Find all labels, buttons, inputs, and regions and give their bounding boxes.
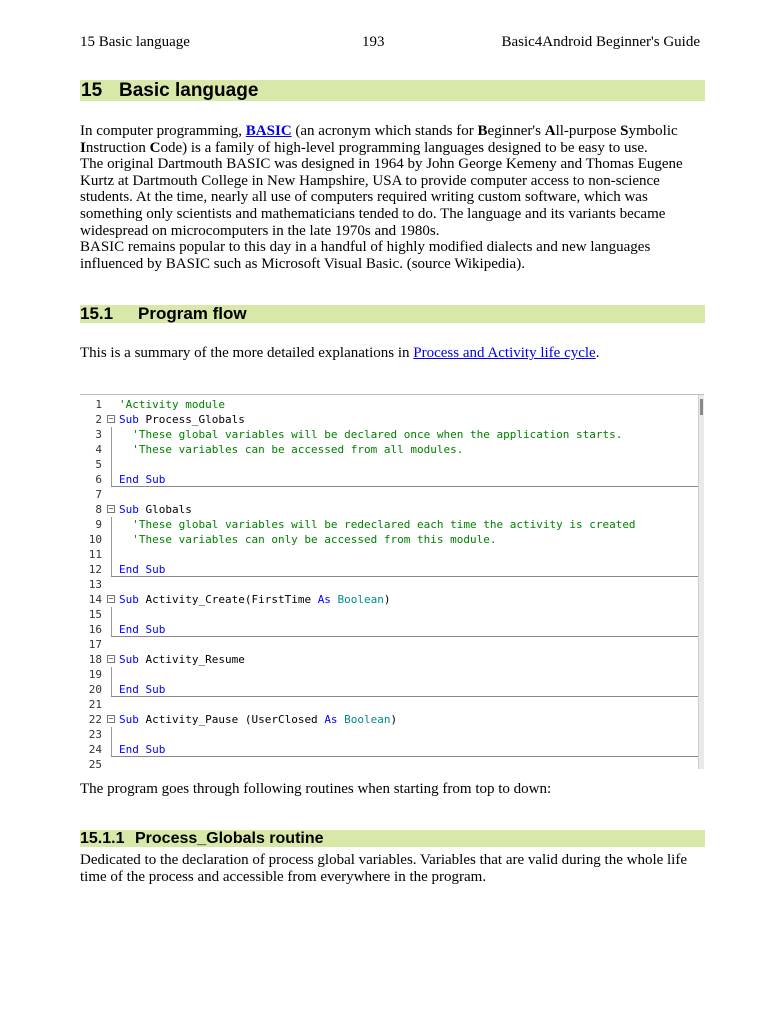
code-line (80, 412, 698, 427)
code-identifier: Activity_Create(FirstTime (138, 593, 318, 606)
code-keyword: End Sub (119, 683, 166, 696)
code-line (80, 667, 698, 682)
code-keyword: Sub (119, 653, 139, 666)
line-number: 9 (95, 518, 102, 531)
code-line (80, 757, 698, 769)
summary-paragraph (80, 345, 705, 362)
acronym-letter: C (149, 139, 161, 156)
minus-icon[interactable]: − (108, 414, 114, 423)
history-paragraph: The original Dartmouth BASIC was designed in 1964 by John George Kemeny and Thomas Eugene Kurtz at Dartmouth College in New Hampshire, USA to provide computer access to non-science students. At the time, nearly all use of computers required writing custom software, which was something only scientists and mathematicians tended to do. The language and its variants became widespread on microcomputers in the late 1970s and 1980s. (80, 156, 683, 239)
collapse-toggle-icon[interactable] (107, 592, 115, 607)
line-number: 14 (88, 593, 102, 606)
subsubsection-number: 15.1.1 (80, 830, 125, 847)
code-line (80, 652, 698, 667)
code-identifier: ) (383, 593, 391, 606)
code-text (119, 472, 165, 487)
line-number: 24 (88, 743, 102, 756)
minus-icon[interactable]: − (108, 714, 114, 723)
code-identifier: Process_Globals (138, 413, 245, 426)
fold-guide (107, 742, 115, 757)
process-globals-paragraph: Dedicated to the declaration of process global variables. Variables that are valid during the whole life time of the process and accessible from everywhere in the program. (80, 852, 688, 885)
code-line (80, 697, 698, 712)
line-number: 22 (88, 713, 102, 726)
code-identifier: ) (390, 713, 398, 726)
fold-guide (107, 517, 115, 532)
gutter (107, 637, 115, 652)
fold-guide (107, 472, 115, 487)
code-type: Boolean (330, 593, 384, 606)
intro-text: (an acronym which stands for (291, 123, 478, 139)
acronym-letter: I (80, 139, 86, 156)
code-text (119, 502, 192, 517)
code-text (119, 412, 245, 427)
intro-text: In computer programming, (80, 123, 246, 139)
code-text (119, 517, 636, 532)
code-keyword: End Sub (119, 473, 166, 486)
code-identifier: Globals (138, 503, 192, 516)
code-line (80, 457, 698, 472)
section-number: 15 (81, 80, 103, 101)
code-line (80, 712, 698, 727)
running-header (80, 34, 700, 52)
line-number: 10 (88, 533, 102, 546)
header-page-number: 193 (362, 34, 385, 50)
code-line (80, 487, 698, 502)
line-number: 6 (95, 473, 102, 486)
code-identifier: Activity_Resume (138, 653, 245, 666)
code-comment: 'Activity module (119, 398, 225, 411)
line-number: 23 (88, 728, 102, 741)
code-keyword: End Sub (119, 563, 166, 576)
fold-guide (107, 442, 115, 457)
summary-end: . (595, 345, 600, 361)
subsection-number: 15.1 (80, 304, 114, 323)
collapse-toggle-icon[interactable] (107, 652, 115, 667)
acronym-letter: B (477, 123, 488, 139)
code-text (119, 442, 463, 457)
code-line (80, 427, 698, 442)
line-number: 8 (95, 503, 102, 516)
line-number: 17 (88, 638, 102, 651)
code-comment: 'These global variables will be declared once when the application starts. (119, 428, 623, 441)
collapse-toggle-icon[interactable] (107, 712, 115, 727)
code-line (80, 517, 698, 532)
line-number: 18 (88, 653, 102, 666)
code-text (119, 742, 165, 757)
code-text (119, 682, 165, 697)
code-text (119, 532, 497, 547)
line-number: 20 (88, 683, 102, 696)
flow-paragraph: The program goes through following routines when starting from top to down: (80, 781, 552, 797)
code-line (80, 742, 698, 757)
scrollbar-thumb[interactable] (700, 399, 703, 415)
line-number: 19 (88, 668, 102, 681)
line-number: 7 (95, 488, 102, 501)
line-number: 11 (88, 548, 102, 561)
fold-guide (107, 532, 115, 547)
gutter (107, 757, 115, 769)
fold-guide (107, 682, 115, 697)
gutter (107, 397, 115, 412)
code-type: Boolean (337, 713, 391, 726)
code-line (80, 727, 698, 742)
intro-text: ll-purpose (555, 123, 621, 139)
fold-guide (107, 622, 115, 637)
summary-text: This is a summary of the more detailed explanations in (80, 345, 414, 361)
basic-link[interactable]: BASIC (245, 123, 292, 139)
fold-guide (107, 427, 115, 442)
code-text (119, 397, 225, 412)
code-line (80, 532, 698, 547)
code-text (119, 562, 165, 577)
line-number: 5 (95, 458, 102, 471)
code-keyword: Sub (119, 593, 139, 606)
code-identifier: Activity_Pause (UserClosed (138, 713, 325, 726)
line-number: 15 (88, 608, 102, 621)
code-listing (80, 394, 704, 769)
code-line (80, 592, 698, 607)
gutter (107, 697, 115, 712)
intro-text: ymbolic (628, 123, 678, 139)
fold-guide (107, 727, 115, 742)
subsubsection-heading (80, 830, 705, 847)
fold-guide (107, 607, 115, 622)
fold-guide (107, 457, 115, 472)
line-number: 3 (95, 428, 102, 441)
code-line (80, 577, 698, 592)
header-chapter: 15 Basic language (80, 34, 190, 50)
code-comment: 'These variables can only be accessed from this module. (119, 533, 497, 546)
intro-line (80, 123, 705, 156)
intro-paragraph (80, 123, 705, 272)
gutter (107, 487, 115, 502)
intro-text: eginner's (487, 123, 545, 139)
minus-icon[interactable]: − (108, 654, 114, 663)
section-heading (80, 80, 705, 101)
code-comment: 'These global variables will be redeclared each time the activity is created (119, 518, 636, 531)
line-number: 12 (88, 563, 102, 576)
fold-guide (107, 562, 115, 577)
popularity-paragraph: BASIC remains popular to this day in a handful of highly modified dialects and new languages influenced by BASIC such as Microsoft Visual Basic. (source Wikipedia). (80, 239, 651, 272)
code-keyword: Sub (119, 503, 139, 516)
code-line (80, 562, 698, 577)
code-keyword: End Sub (119, 623, 166, 636)
acronym-letter: S (620, 123, 629, 139)
collapse-toggle-icon[interactable] (107, 502, 115, 517)
code-line (80, 472, 698, 487)
intro-text: nstruction (85, 139, 150, 156)
line-number: 21 (88, 698, 102, 711)
line-number: 25 (88, 758, 102, 769)
fold-guide (107, 547, 115, 562)
code-text (119, 592, 391, 607)
minus-icon[interactable]: − (108, 504, 114, 513)
section-title: Basic language (119, 80, 259, 101)
code-text (119, 712, 397, 727)
code-line (80, 442, 698, 457)
subsection-heading (80, 305, 705, 323)
code-keyword: As (317, 593, 331, 606)
code-line (80, 547, 698, 562)
intro-text: ode) is a family of high-level programming languages designed to be easy to use. (160, 139, 648, 156)
code-keyword: As (324, 713, 338, 726)
lifecycle-link[interactable]: Process and Activity life cycle (413, 345, 596, 361)
code-line (80, 682, 698, 697)
fold-guide (107, 667, 115, 682)
code-keyword: Sub (119, 413, 139, 426)
header-book-title: Basic4Android Beginner's Guide (501, 34, 700, 50)
code-line (80, 397, 698, 412)
code-line (80, 607, 698, 622)
gutter (107, 577, 115, 592)
subsection-title: Program flow (138, 304, 247, 323)
code-text (119, 427, 622, 442)
code-line (80, 637, 698, 652)
code-text (119, 622, 165, 637)
line-number: 4 (95, 443, 102, 456)
acronym-letter: A (544, 123, 556, 139)
code-comment: 'These variables can be accessed from all modules. (119, 443, 464, 456)
collapse-toggle-icon[interactable] (107, 412, 115, 427)
code-scrollbar[interactable] (698, 395, 704, 769)
subsubsection-title: Process_Globals routine (135, 830, 324, 847)
line-number: 2 (95, 413, 102, 426)
code-keyword: Sub (119, 713, 139, 726)
code-keyword: End Sub (119, 743, 166, 756)
code-text (119, 652, 245, 667)
code-line (80, 622, 698, 637)
code-line (80, 502, 698, 517)
minus-icon[interactable]: − (108, 594, 114, 603)
line-number: 16 (88, 623, 102, 636)
line-number: 1 (95, 398, 102, 411)
line-number: 13 (88, 578, 102, 591)
